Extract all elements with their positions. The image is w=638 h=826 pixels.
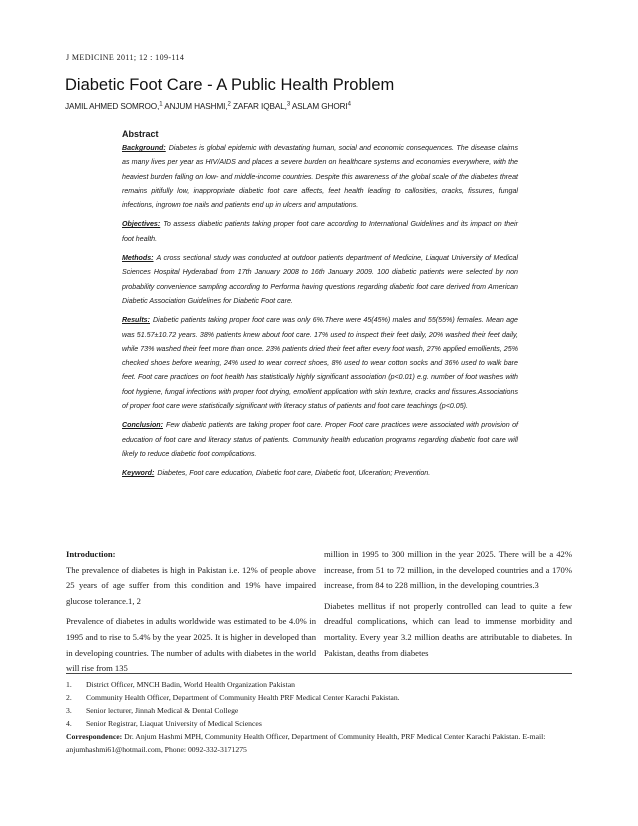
abstract-heading: Abstract	[122, 129, 159, 139]
author-3: ZAFAR IQBAL,$^3$	[232, 101, 291, 111]
abstract-methods: Methods: A cross sectional study was conducted at outdoor patients department of Medicine, Liaquat University of Medical Sciences Hospital Hyderabad from 17th January 2008 to 16th January 2009. 100 diabetic patients were selected by non probability convenience sampling according to Performa having questions regarding diabetic foot care derived from American Diabetic Association Guidelines for Diabetic Foot care.	[122, 254, 518, 305]
footnote-item: 3. Senior lecturer, Jinnah Medical & Dental College	[66, 706, 239, 715]
footnote-item: 1. District Officer, MNCH Badin, World Health Organization Pakistan	[66, 680, 295, 689]
article-title: Diabetic Foot Care - A Public Health Problem	[65, 76, 395, 94]
footnote-divider	[66, 673, 572, 674]
abstract-background: Background: Diabetes is global epidemic with devastating human, social and economic consequences. The disease claims as many lives per year as HIV/AIDS and places a severe burden on healthcare systems and economies everywhere, with the heaviest burden falling on low- and middle-income countries. Despite this awareness of the global scale of the diabetes threat remains pitifully low, inappropriate diabetic foot care affects, feet health leading to callosities, cracks, fissures, fungal infections, ingrown toe nails and patients end up in ulcers and amputations.	[122, 144, 518, 210]
footnote-item: 4. Senior Registrar, Liaquat University of Medical Sciences	[66, 719, 262, 728]
correspondence: Correspondence: Dr. Anjum Hashmi MPH, Community Health Officer, Department of Community Health, PRF Medical Center Karachi Pakistan. E-mail: anjumhashmi61@hotmail.com, Phone: 0092-332-3171275	[66, 732, 546, 754]
body-paragraph: million in 1995 to 300 million in the year 2025. There will be a 42% increase, from 51 to 72 million, in the developed countries and a 170% increase, from 84 to 228 million, in the developing countries.3	[324, 549, 572, 591]
correspondence-text: Dr. Anjum Hashmi MPH, Community Health Officer, Department of Community Health, PRF Medical Center Karachi Pakistan. E-mail: anjumhashmi61@hotmail.com, Phone: 0092-332-3171275	[66, 732, 546, 754]
abstract-keywords: Keyword: Diabetes, Foot care education, Diabetic foot care, Diabetic foot, Ulceration; Prevention.	[122, 469, 431, 478]
body-paragraph: The prevalence of diabetes is high in Pakistan i.e. 12% of people above 25 years of age suffer from this condition and 19% have impaired glucose tolerance.1, 2	[66, 564, 316, 606]
journal-reference: J MEDICINE 2011; 12 : 109-114	[66, 53, 185, 62]
abstract-objectives: Objectives: To assess diabetic patients taking proper foot care according to International Guidelines and its impact on their foot health.	[122, 220, 518, 243]
author-4: ASLAM GHORI$^4$	[291, 101, 351, 111]
body-paragraph: Prevalence of diabetes in adults worldwide was estimated to be 4.0% in 1995 and to rise to 5.4% by the year 2025. It is higher in developed than in developing countries. The number of adults with diabetes in the world will rise from 135	[66, 616, 316, 674]
abstract-conclusion: Conclusion: Few diabetic patients are taking proper foot care. Proper Foot care practices were associated with provision of education of foot care and literacy status of patients. Community health education programs regarding diabetic foot care will likely to reduce diabetic foot complications.	[122, 421, 518, 458]
footnotes	[66, 678, 572, 756]
author-1: JAMIL AHMED SOMROO,$^1$	[65, 101, 163, 111]
abstract	[122, 129, 518, 486]
introduction-heading: Introduction:	[66, 549, 116, 559]
body-paragraph: Diabetes mellitus if not properly controlled can lead to quite a few dreadful complications, which can lead to immense morbidity and mortality. Every year 3.2 million deaths are attributable to diabetes. In Pakistan, deaths from diabetes	[324, 600, 572, 658]
body-column-right	[324, 547, 572, 666]
author-2: ANJUM HASHMI,$^2$	[164, 101, 231, 111]
body-column-left	[66, 547, 316, 682]
abstract-results: Results: Diabetic patients taking proper foot care was only 6%.There were 45(45%) males and 55(55%) females. Mean age was 51.57±10.72 years. 38% patients knew about foot care. 17% used to inspect their feet daily, 20% washed their feet daily, while 73% washed their feet more than once. 23% patients dried their feet after every foot wash, 27% applied emollients, 25% checked shoes before wearing, 24% used to wear correct shoes, 8% used to wear cotton socks and 36% used to walk bare feet. Foot care practices on foot health has statistically highly significant association (p<0.01) e.g. number of foot washes with foot hygiene, fungal infections with proper foot drying, emollient application with skin texture, cracks and fissures.Associations of proper foot care were statistically significant with literacy status of patients and foot care teachings (p<0.05).	[122, 316, 518, 411]
author-list	[65, 101, 351, 111]
footnote-item: 2. Community Health Officer, Department of Community Health PRF Medical Center Karachi Pakistan.	[66, 693, 400, 702]
